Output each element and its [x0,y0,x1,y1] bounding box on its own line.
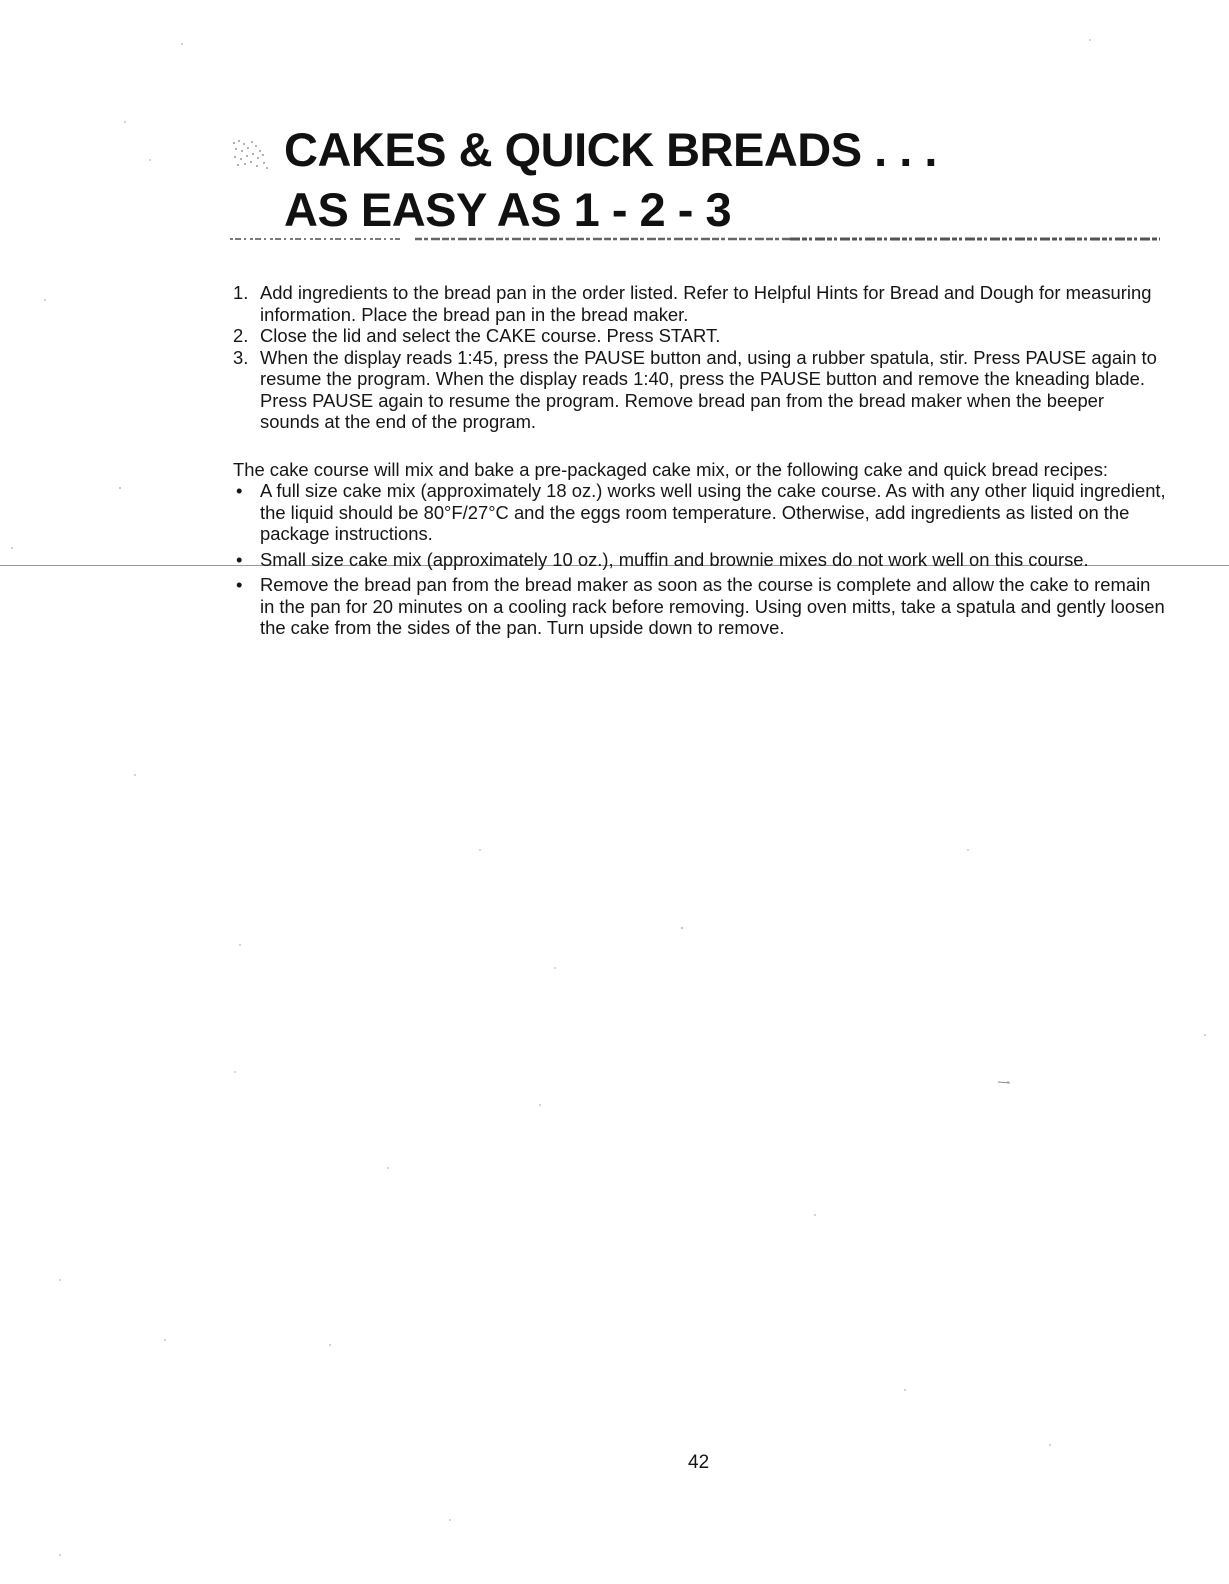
page-title-line-1: CAKES & QUICK BREADS . . . [284,123,937,176]
step-number: 3. [233,346,249,368]
bullet-icon: • [236,480,243,501]
step-text: Add ingredients to the bread pan in the order listed. Refer to Helpful Hints for Bread and Dough for measuring information. Place the bread pan in the bread maker. [260,282,1152,325]
bullet-icon: • [236,574,243,595]
steps-list [233,282,1168,433]
title-underline-rule [230,234,1160,244]
tip-text: A full size cake mix (approximately 18 oz.) works well using the cake course. As with any other liquid ingredient, the liquid should be 80°F/27°C and the eggs room temperature. Otherwise, add ingredients as listed on the package instructions. [260,480,1166,544]
step-number: 2. [233,325,249,346]
bullet-icon: • [236,548,243,570]
intro-paragraph: The cake course will mix and bake a pre-packaged cake mix, or the following cake and quick bread recipes: [233,458,1109,480]
tips-list [233,480,1168,639]
tip-item [233,574,1168,639]
tip-text: Small size cake mix (approximately 10 oz.), muffin and brownie mixes do not work well on this course. [260,548,1089,570]
instructions-section [233,282,1168,643]
page-title-line-2: AS EASY AS 1 - 2 - 3 [284,183,732,236]
step-item [233,347,1168,433]
step-text: When the display reads 1:45, press the PAUSE button and, using a rubber spatula, stir. Press PAUSE again to resume the program. When the display reads 1:40, press the PAUSE button and remove the kneading blade. Press PAUSE again to resume the program. Remove bread pan from the bread maker when the beeper sounds at the end of the program. [260,346,1157,432]
step-item [233,282,1168,325]
step-number: 1. [233,282,249,303]
halftone-decoration-icon [230,137,270,171]
step-item [233,325,1168,347]
tip-item [233,549,1168,571]
step-text: Close the lid and select the CAKE course. Press START. [260,325,721,346]
page-number: 42 [688,1452,710,1473]
tip-item [233,480,1168,545]
tip-text: Remove the bread pan from the bread maker as soon as the course is complete and allow the cake to remain in the pan for 20 minutes on a cooling rack before removing. Using oven mitts, take a spatula and gently loosen the cake from the sides of the pan. Turn upside down to remove. [260,574,1165,638]
